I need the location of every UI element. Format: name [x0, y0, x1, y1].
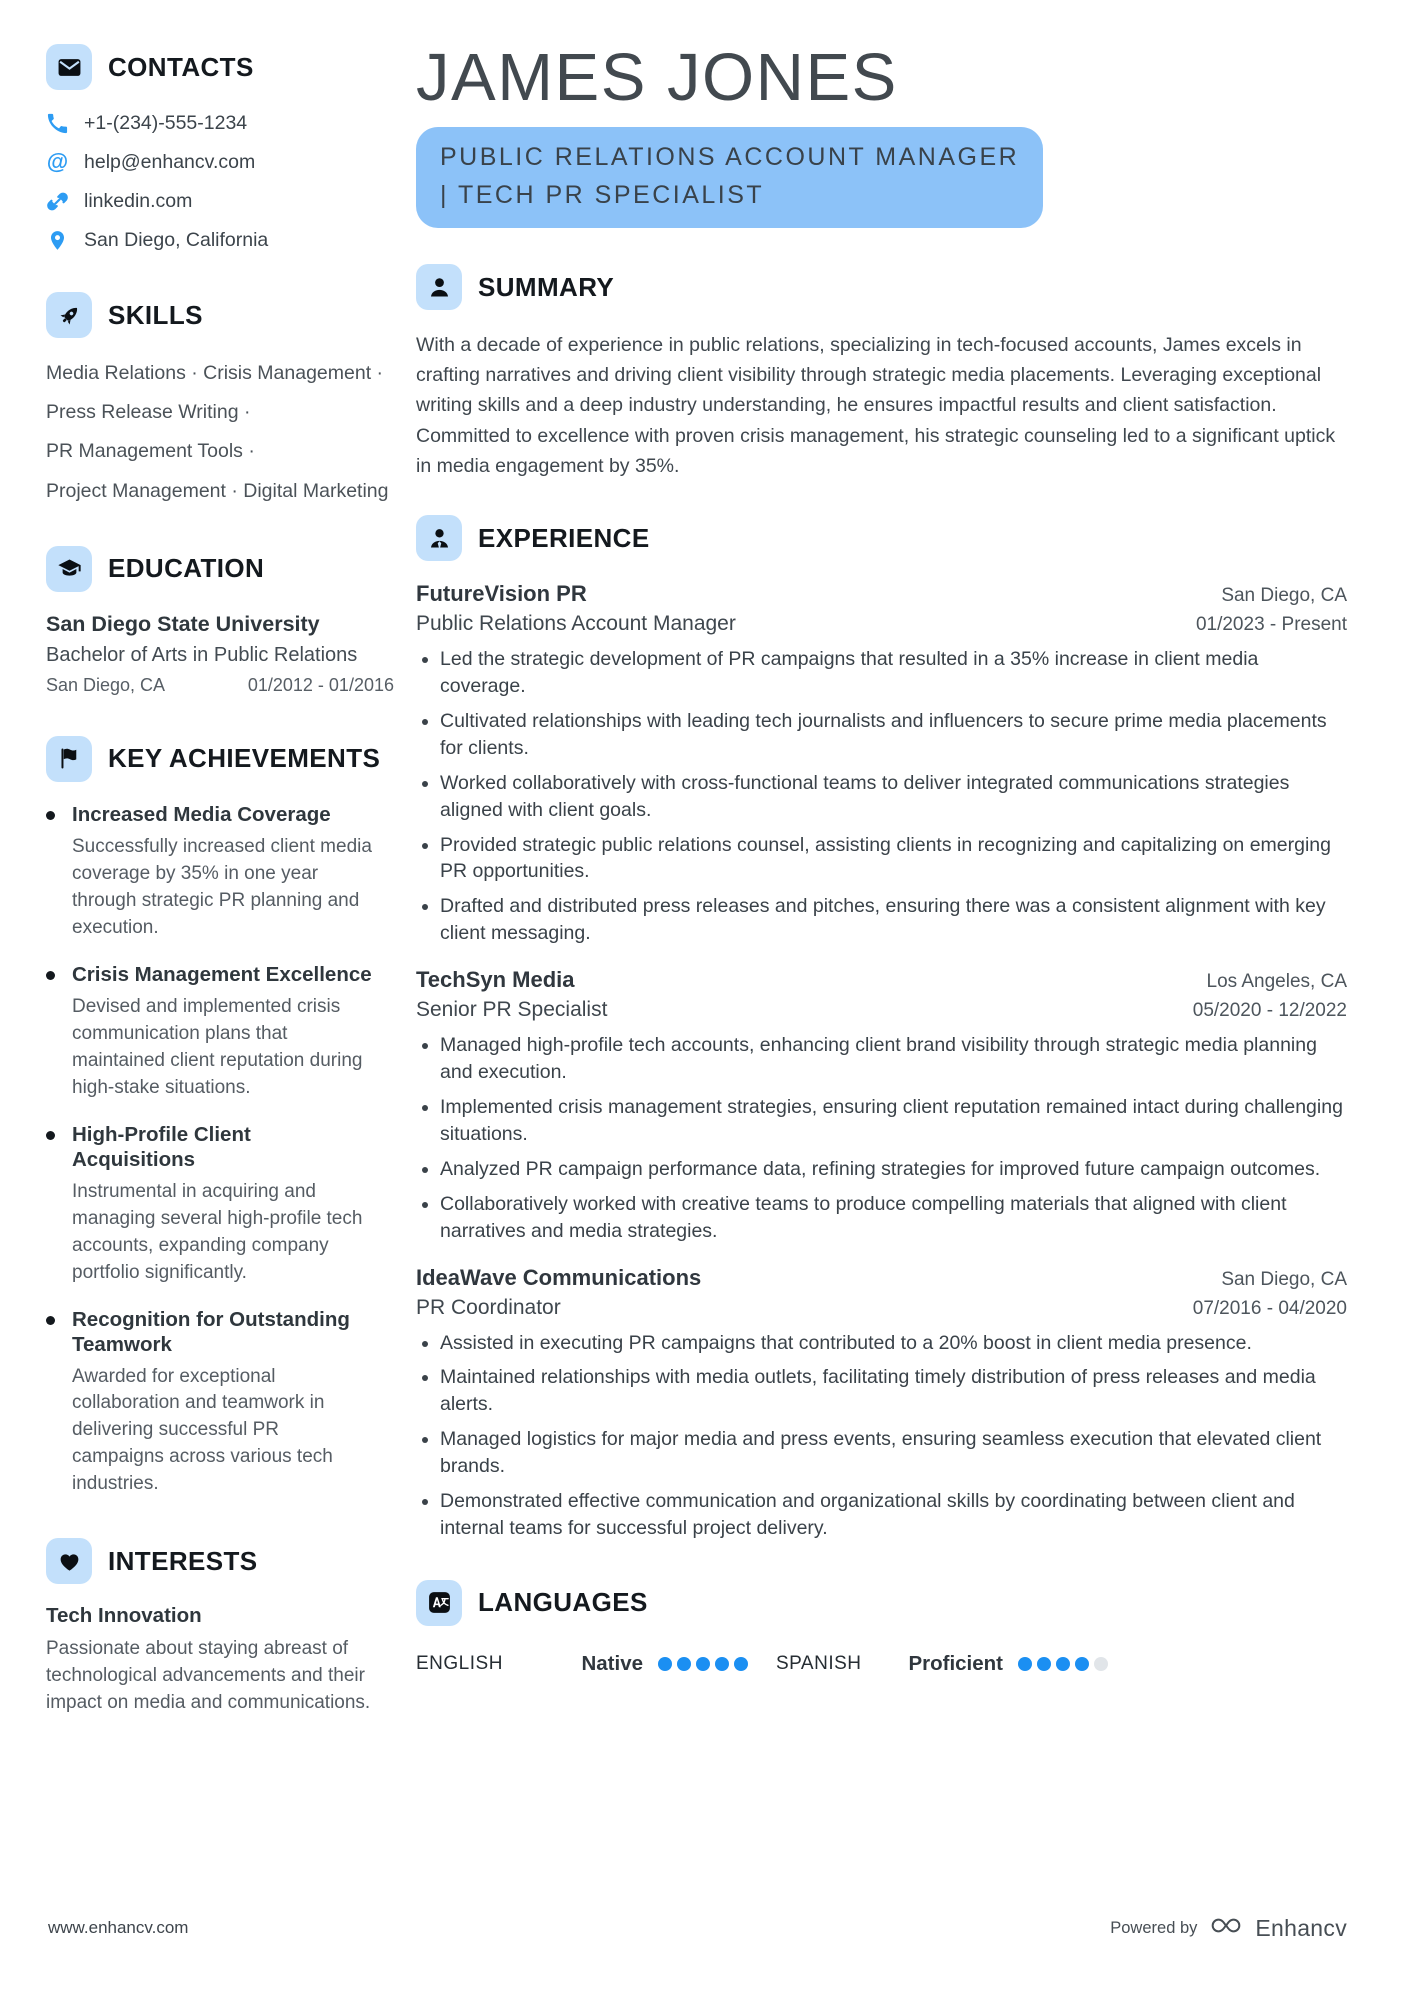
contact-phone-text: +1-(234)-555-1234 [84, 112, 248, 134]
level-dot [696, 1657, 710, 1671]
experience-entry [416, 967, 1347, 1244]
contact-email-text: help@enhancv.com [84, 151, 256, 173]
job-role: Senior PR Specialist [416, 998, 608, 1022]
job-title-line: PUBLIC RELATIONS ACCOUNT MANAGER [440, 143, 1020, 171]
bullet-dot [46, 1131, 55, 1140]
translate-icon [416, 1580, 462, 1626]
interests-heading: INTERESTS [108, 1545, 258, 1576]
bullet-dot [46, 971, 55, 980]
contact-location [46, 229, 398, 252]
sidebar [46, 44, 398, 1757]
location-pin-icon [46, 229, 69, 252]
achievement-title: High-Profile Client Acquisitions [72, 1122, 251, 1171]
company-name: TechSyn Media [416, 967, 575, 993]
person-icon [416, 264, 462, 310]
experience-bullet: • Implemented crisis management strategies, ensuring client reputation remained intact during challenging situations. [440, 1094, 1347, 1148]
achievement-item [46, 1307, 398, 1499]
achievements-heading: KEY ACHIEVEMENTS [108, 743, 381, 774]
enhancv-logo-icon [1208, 1913, 1244, 1943]
experience-bullet: • Cultivated relationships with leading tech journalists and influencers to secure prime media placements for clients. [440, 708, 1347, 762]
skill-line: Media Relations · Crisis Management · [46, 362, 384, 384]
experience-bullet-list [416, 1330, 1347, 1542]
main-column [416, 40, 1347, 1757]
level-dot [1037, 1657, 1051, 1671]
entry-dates: 01/2023 - Present [1195, 614, 1347, 636]
education-dates: 01/2012 - 01/2016 [247, 674, 394, 695]
experience-bullet: • Provided strategic public relations counsel, assisting clients in recognizing and capitalizing on emerging PR opportunities. [440, 832, 1347, 886]
experience-bullet: • Assisted in executing PR campaigns that contributed to a 20% boost in client media presence. [440, 1330, 1347, 1357]
person-tie-icon [416, 515, 462, 561]
contacts-heading: CONTACTS [108, 51, 254, 82]
page-footer [48, 1913, 1347, 1943]
experience-heading: EXPERIENCE [478, 522, 650, 553]
achievement-description: Devised and implemented crisis communication plans that maintained client reputation during high-stake situations. [72, 995, 363, 1098]
section-interests [46, 1538, 398, 1717]
enhancv-brand-name[interactable]: Enhancv [1255, 1914, 1347, 1941]
company-name: FutureVision PR [416, 581, 587, 607]
contact-phone[interactable] [46, 112, 398, 135]
level-dot [658, 1657, 672, 1671]
experience-bullet: • Collaboratively worked with creative teams to produce compelling materials that aligned with client narratives and media strategies. [440, 1191, 1347, 1245]
section-languages [416, 1580, 1347, 1676]
contact-linkedin[interactable] [46, 190, 398, 213]
section-contacts [46, 44, 398, 252]
level-dot [677, 1657, 691, 1671]
achievement-title: Crisis Management Excellence [72, 962, 372, 986]
skill-line: Press Release Writing · [46, 401, 251, 424]
languages-row [416, 1652, 1347, 1676]
website-link[interactable]: www.enhancv.com [48, 1918, 189, 1937]
contact-linkedin-text: linkedin.com [84, 190, 193, 212]
level-dot [715, 1657, 729, 1671]
experience-bullet: • Drafted and distributed press releases and pitches, ensuring there was a consistent alignment with key client messaging. [440, 893, 1347, 947]
language-item [416, 1652, 748, 1676]
level-dot [1056, 1657, 1070, 1671]
graduation-cap-icon [46, 546, 92, 592]
section-skills [46, 292, 398, 506]
phone-icon [46, 112, 69, 135]
experience-bullet: • Managed logistics for major media and press events, ensuring seamless execution that elevated client brands. [440, 1426, 1347, 1480]
job-title-line: | TECH PR SPECIALIST [440, 180, 765, 209]
language-level-dots [658, 1657, 748, 1671]
experience-bullet-list [416, 646, 1347, 947]
section-summary [416, 264, 1347, 481]
languages-heading: LANGUAGES [478, 1587, 648, 1618]
language-level-dots [1018, 1657, 1108, 1671]
achievement-description: Instrumental in acquiring and managing several high-profile tech accounts, expanding company portfolio significantly. [72, 1180, 363, 1283]
entry-dates: 07/2016 - 04/2020 [1192, 1297, 1347, 1319]
experience-bullet: • Worked collaboratively with cross-functional teams to deliver integrated communications strategies aligned with client goals. [440, 770, 1347, 824]
achievement-description: Awarded for exceptional collaboration and teamwork in delivering successful PR campaigns across various tech industries. [72, 1365, 333, 1495]
section-key-achievements [46, 736, 398, 1498]
entry-location: Los Angeles, CA [1206, 971, 1347, 993]
education-heading: EDUCATION [108, 553, 265, 584]
achievement-description: Successfully increased client media coverage by 35% in one year through strategic PR planning and execution. [72, 835, 372, 938]
at-icon: @ [46, 149, 69, 174]
experience-bullet: • Led the strategic development of PR campaigns that resulted in a 35% increase in client media coverage. [440, 646, 1347, 700]
entry-location: San Diego, CA [1221, 585, 1347, 607]
experience-entry [416, 581, 1347, 947]
achievement-item [46, 1122, 398, 1287]
section-education [46, 546, 398, 696]
skills-list [46, 358, 398, 506]
language-name: SPANISH [776, 1652, 862, 1674]
section-experience [416, 515, 1347, 1542]
achievement-item [46, 962, 398, 1102]
language-item [776, 1652, 1108, 1676]
interest-description: Passionate about staying abreast of technological advancements and their impact on media and communications. [46, 1638, 371, 1714]
interest-title: Tech Innovation [46, 1604, 202, 1628]
education-location: San Diego, CA [46, 674, 166, 695]
achievement-title: Increased Media Coverage [72, 802, 331, 826]
flag-icon [46, 736, 92, 782]
summary-heading: SUMMARY [478, 271, 615, 302]
language-name: ENGLISH [416, 1652, 503, 1674]
experience-bullet: • Maintained relationships with media outlets, facilitating timely distribution of press releases and media alerts. [440, 1364, 1347, 1418]
envelope-icon [46, 44, 92, 90]
heart-icon [46, 1538, 92, 1584]
experience-bullet-list [416, 1032, 1347, 1244]
powered-by-label: Powered by [1110, 1918, 1198, 1937]
skill-line: Project Management · Digital Marketing [46, 479, 389, 502]
job-title-badge [416, 127, 1043, 228]
level-dot [1094, 1657, 1108, 1671]
rocket-icon [46, 292, 92, 338]
level-dot [1018, 1657, 1032, 1671]
experience-entry [416, 1265, 1347, 1542]
education-school: San Diego State University [46, 611, 320, 636]
achievement-title: Recognition for Outstanding Teamwork [72, 1307, 350, 1356]
experience-bullet: • Analyzed PR campaign performance data, refining strategies for improved future campaign outcomes. [440, 1156, 1347, 1183]
contact-location-text: San Diego, California [84, 229, 269, 251]
achievement-item [46, 802, 398, 942]
experience-bullet: • Demonstrated effective communication and organizational skills by coordinating between client and internal teams for successful project delivery. [440, 1488, 1347, 1542]
language-level: Native [581, 1651, 643, 1675]
education-degree: Bachelor of Arts in Public Relations [46, 643, 358, 666]
job-role: PR Coordinator [416, 1295, 561, 1319]
job-role: Public Relations Account Manager [416, 612, 736, 636]
skill-line: PR Management Tools · [46, 440, 255, 463]
company-name: IdeaWave Communications [416, 1264, 702, 1290]
candidate-name: JAMES JONES [416, 40, 898, 115]
bullet-dot [46, 811, 55, 820]
summary-text: With a decade of experience in public relations, specializing in tech-focused accounts, James excels in crafting narratives and driving client visibility through strategic media placements. Leveraging exceptional writing skills and a deep industry understanding, he ensures impactful results and client satisfaction. Committed to excellence with proven crisis management, his strategic counseling led to a significant uptick in media engagement by 35%. [416, 334, 1336, 477]
bullet-dot [46, 1316, 55, 1325]
entry-dates: 05/2020 - 12/2022 [1192, 1000, 1347, 1022]
experience-bullet: • Managed high-profile tech accounts, enhancing client brand visibility through strategic media planning and execution. [440, 1032, 1347, 1086]
language-level: Proficient [908, 1651, 1003, 1675]
link-icon [46, 190, 69, 213]
level-dot [734, 1657, 748, 1671]
skills-heading: SKILLS [108, 299, 203, 330]
contact-email[interactable] [46, 151, 398, 174]
entry-location: San Diego, CA [1221, 1268, 1347, 1290]
level-dot [1075, 1657, 1089, 1671]
